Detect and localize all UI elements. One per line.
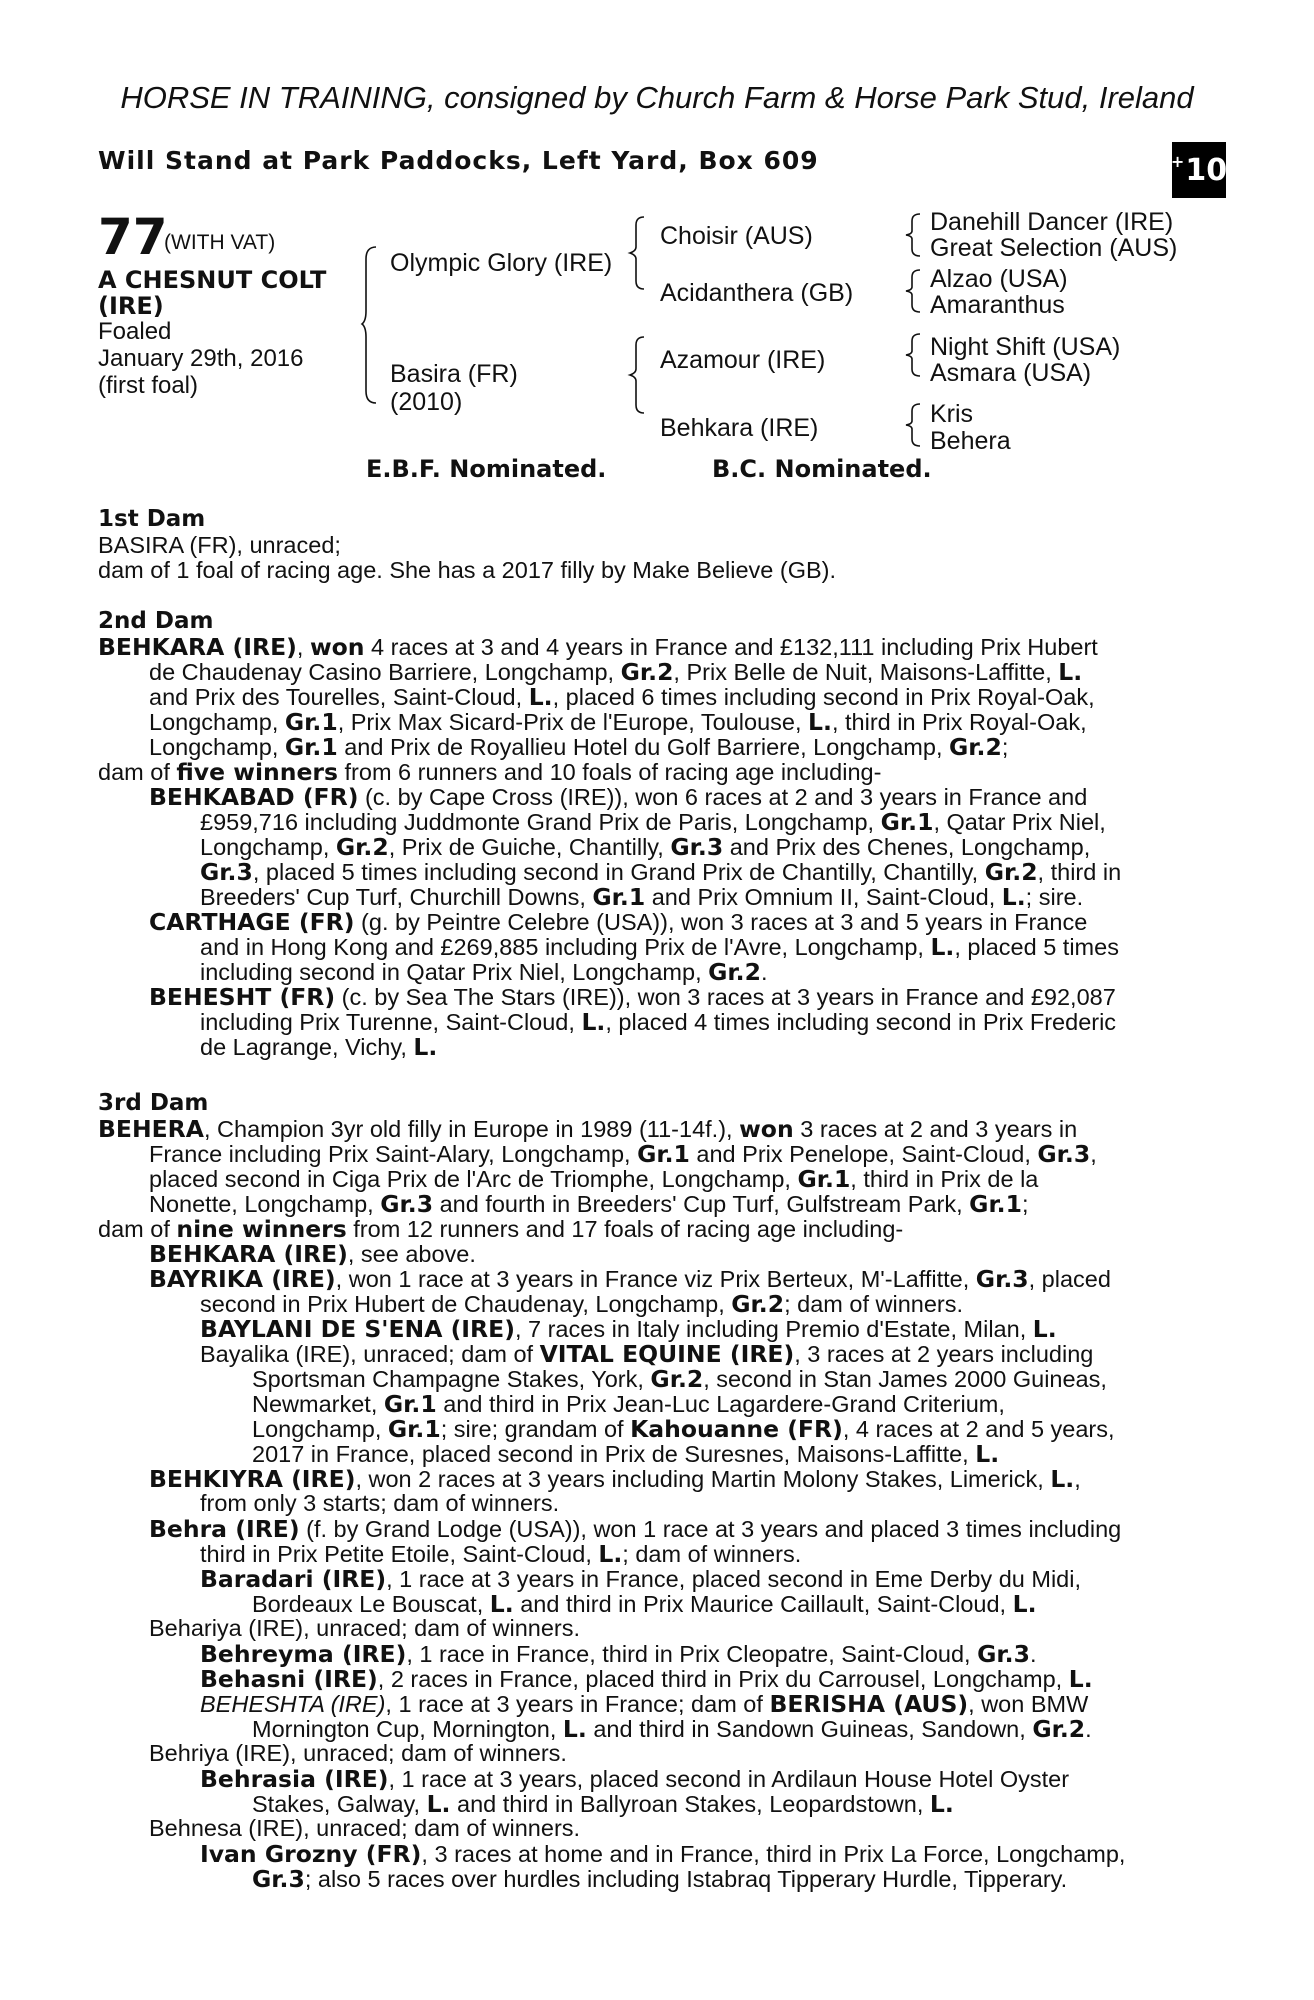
third-dam-line: Behriya (IRE), unraced; dam of winners.: [149, 1740, 567, 1766]
second-dam-line: Longchamp, Gr.1 and Prix de Royallieu Hotel du Golf Barriere, Longchamp, Gr.2;: [149, 733, 1009, 761]
third-dam-line: 2017 in France, placed second in Prix de Suresnes, Maisons-Laffitte, L.: [252, 1440, 1000, 1468]
second-dam-title: 2nd Dam: [98, 608, 214, 634]
pedigree-g5: Night Shift (USA): [930, 333, 1121, 361]
pedigree-brace-main: [362, 245, 382, 405]
second-dam-line: BEHESHT (FR) (c. by Sea The Stars (IRE)), won 3 races at 3 years in France and £92,087: [149, 983, 1116, 1011]
third-dam-line: Gr.3; also 5 races over hurdles including Istabraq Tipperary Hurdle, Tipperary.: [252, 1865, 1068, 1893]
third-dam-line: BEHERA, Champion 3yr old filly in Europe in 1989 (11-14f.), won 3 races at 2 and 3 years in: [98, 1115, 1078, 1143]
third-dam-line: Bayalika (IRE), unraced; dam of VITAL EQUINE (IRE), 3 races at 2 years including: [200, 1340, 1094, 1368]
third-dam-title: 3rd Dam: [98, 1090, 209, 1116]
bc-nominated: B.C. Nominated.: [712, 455, 932, 483]
second-dam-line: and in Hong Kong and £269,885 including Prix de l'Avre, Longchamp, L., placed 5 times: [200, 933, 1119, 961]
third-dam-line: Sportsman Champagne Stakes, York, Gr.2, second in Stan James 2000 Guineas,: [252, 1365, 1107, 1393]
pedigree-g8: Behera: [930, 427, 1011, 455]
third-dam-line: placed second in Ciga Prix de l'Arc de Triomphe, Longchamp, Gr.1, third in Prix de la: [149, 1165, 1039, 1193]
third-dam-line: second in Prix Hubert de Chaudenay, Longchamp, Gr.2; dam of winners.: [200, 1290, 964, 1318]
pedigree-sire-sire: Choisir (AUS): [660, 222, 813, 250]
pedigree-g3: Alzao (USA): [930, 265, 1068, 293]
pedigree-g4: Amaranthus: [930, 291, 1065, 319]
third-dam-line: BAYRIKA (IRE), won 1 race at 3 years in France viz Prix Berteux, M'-Laffitte, Gr.3, placed: [149, 1265, 1111, 1293]
third-dam-line: Behra (IRE) (f. by Grand Lodge (USA)), won 1 race at 3 years and placed 3 times including: [149, 1515, 1122, 1543]
vat-note: (WITH VAT): [164, 231, 276, 254]
third-dam-line: France including Prix Saint-Alary, Longchamp, Gr.1 and Prix Penelope, Saint-Cloud, Gr.3,: [149, 1140, 1097, 1168]
third-dam-line: Ivan Grozny (FR), 3 races at home and in France, third in Prix La Force, Longchamp,: [200, 1840, 1126, 1868]
consignor-line: HORSE IN TRAINING, consigned by Church Farm & Horse Park Stud, Ireland: [120, 80, 1194, 115]
pedigree-g7: Kris: [930, 400, 974, 428]
third-dam-line: dam of nine winners from 12 runners and 17 foals of racing age including-: [98, 1215, 904, 1243]
pedigree-dam-dam: Behkara (IRE): [660, 414, 819, 442]
third-dam-line: Bordeaux Le Bouscat, L. and third in Prix Maurice Caillault, Saint-Cloud, L.: [252, 1590, 1037, 1618]
second-dam-line: Longchamp, Gr.2, Prix de Guiche, Chantilly, Gr.3 and Prix des Chenes, Longchamp,: [200, 833, 1091, 861]
pedigree-sire: Olympic Glory (IRE): [390, 249, 613, 277]
first-foal-note: (first foal): [98, 372, 199, 399]
second-dam-line: and Prix des Tourelles, Saint-Cloud, L., placed 6 times including second in Prix Royal-Oak,: [149, 683, 1095, 711]
third-dam-line: BEHESHTA (IRE), 1 race at 3 years in France; dam of BERISHA (AUS), won BMW: [200, 1690, 1089, 1718]
pedigree-brace-g2: [906, 268, 926, 314]
pedigree-g1: Danehill Dancer (IRE): [930, 208, 1174, 236]
pedigree-brace-dam: [630, 335, 650, 415]
third-dam-line: third in Prix Petite Etoile, Saint-Cloud, L.; dam of winners.: [200, 1540, 802, 1568]
third-dam-line: Mornington Cup, Mornington, L. and third in Sandown Guineas, Sandown, Gr.2.: [252, 1715, 1092, 1743]
third-dam-line: Longchamp, Gr.1; sire; grandam of Kahouanne (FR), 4 races at 2 and 5 years,: [252, 1415, 1115, 1443]
third-dam-line: Behrasia (IRE), 1 race at 3 years, placed second in Ardilaun House Hotel Oyster: [200, 1765, 1070, 1793]
third-dam-line: Newmarket, Gr.1 and third in Prix Jean-Luc Lagardere-Grand Criterium,: [252, 1390, 1005, 1418]
third-dam-line: BAYLANI DE S'ENA (IRE), 7 races in Italy including Premio d'Estate, Milan, L.: [200, 1315, 1057, 1343]
pedigree-sire-dam: Acidanthera (GB): [660, 279, 854, 307]
third-dam-line: Behreyma (IRE), 1 race in France, third in Prix Cleopatre, Saint-Cloud, Gr.3.: [200, 1640, 1037, 1668]
first-dam-line: BASIRA (FR), unraced;: [98, 532, 341, 558]
pedigree-dam: Basira (FR): [390, 360, 518, 388]
first-dam-line: dam of 1 foal of racing age. She has a 2017 filly by Make Believe (GB).: [98, 557, 837, 583]
pedigree-brace-sire: [630, 215, 650, 291]
second-dam-line: Longchamp, Gr.1, Prix Max Sicard-Prix de l'Europe, Toulouse, L., third in Prix Royal-Oak,: [149, 708, 1087, 736]
pedigree-g6: Asmara (USA): [930, 359, 1092, 387]
first-dam-title: 1st Dam: [98, 506, 206, 532]
second-dam-line: de Lagrange, Vichy, L.: [200, 1033, 438, 1061]
second-dam-line: including Prix Turenne, Saint-Cloud, L., placed 4 times including second in Prix Frederic: [200, 1008, 1117, 1036]
second-dam-line: Gr.3, placed 5 times including second in Grand Prix de Chantilly, Chantilly, Gr.2, third in: [200, 858, 1122, 886]
lot-badge: [1172, 142, 1226, 198]
foaled-date: January 29th, 2016: [98, 345, 304, 372]
ebf-nominated: E.B.F. Nominated.: [366, 455, 607, 483]
second-dam-line: de Chaudenay Casino Barriere, Longchamp, Gr.2, Prix Belle de Nuit, Maisons-Laffitte, L.: [149, 658, 1083, 686]
third-dam-line: BEHKIYRA (IRE), won 2 races at 3 years including Martin Molony Stakes, Limerick, L.,: [149, 1465, 1081, 1493]
third-dam-line: from only 3 starts; dam of winners.: [200, 1490, 560, 1516]
badge-plus: +: [1170, 151, 1185, 171]
second-dam-line: CARTHAGE (FR) (g. by Peintre Celebre (USA)), won 3 races at 3 and 5 years in France: [149, 908, 1088, 936]
third-dam-line: Behasni (IRE), 2 races in France, placed third in Prix du Carrousel, Longchamp, L.: [200, 1665, 1093, 1693]
pedigree-brace-g4: [906, 402, 926, 448]
third-dam-line: BEHKARA (IRE), see above.: [149, 1240, 476, 1268]
pedigree-dam-sire: Azamour (IRE): [660, 346, 826, 374]
lot-title-2: (IRE): [98, 292, 164, 320]
third-dam-line: Baradari (IRE), 1 race at 3 years in France, placed second in Eme Derby du Midi,: [200, 1565, 1082, 1593]
stand-location: Will Stand at Park Paddocks, Left Yard, Box 609: [98, 146, 819, 175]
lot-number: 77: [98, 208, 168, 266]
pedigree-g2: Great Selection (AUS): [930, 234, 1178, 262]
badge-number: 10: [1185, 152, 1228, 188]
pedigree-brace-g1: [906, 212, 926, 258]
second-dam-line: BEHKABAD (FR) (c. by Cape Cross (IRE)), won 6 races at 2 and 3 years in France and: [149, 783, 1088, 811]
second-dam-line: £959,716 including Juddmonte Grand Prix de Paris, Longchamp, Gr.1, Qatar Prix Niel,: [200, 808, 1106, 836]
third-dam-line: Stakes, Galway, L. and third in Ballyroan Stakes, Leopardstown, L.: [252, 1790, 954, 1818]
pedigree-dam-year: (2010): [390, 388, 463, 416]
second-dam-line: Breeders' Cup Turf, Churchill Downs, Gr.1 and Prix Omnium II, Saint-Cloud, L.; sire.: [200, 883, 1084, 911]
lot-title-1: A CHESNUT COLT: [98, 266, 327, 294]
second-dam-line: including second in Qatar Prix Niel, Longchamp, Gr.2.: [200, 958, 768, 986]
third-dam-line: Behariya (IRE), unraced; dam of winners.: [149, 1615, 581, 1641]
second-dam-line: dam of five winners from 6 runners and 10 foals of racing age including-: [98, 758, 882, 786]
second-dam-line: BEHKARA (IRE), won 4 races at 3 and 4 years in France and £132,111 including Prix Hubert: [98, 633, 1098, 661]
third-dam-line: Behnesa (IRE), unraced; dam of winners.: [149, 1815, 581, 1841]
foaled-label: Foaled: [98, 318, 172, 345]
pedigree-brace-g3: [906, 332, 926, 378]
third-dam-line: Nonette, Longchamp, Gr.3 and fourth in Breeders' Cup Turf, Gulfstream Park, Gr.1;: [149, 1190, 1029, 1218]
